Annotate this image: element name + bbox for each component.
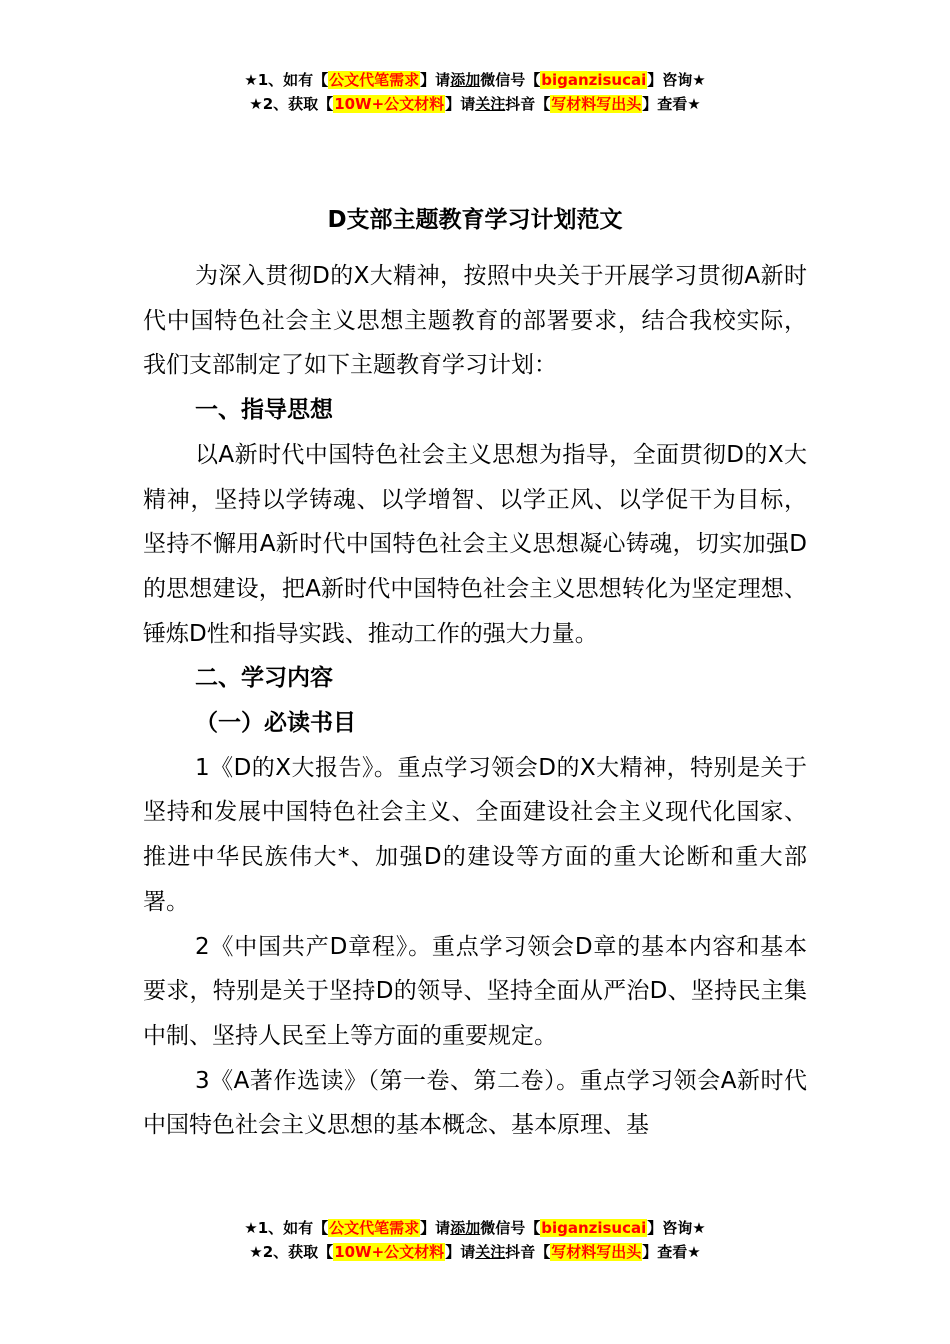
section-heading-content: 二、学习内容	[195, 665, 333, 692]
banner-underlined: 关注	[475, 1243, 506, 1261]
banner-text: ★1、如有【	[244, 1219, 329, 1237]
footer-banner	[0, 1216, 950, 1264]
banner-text: ★1、如有【	[244, 71, 329, 89]
banner-text: 】请	[420, 71, 451, 89]
banner-wechat-id: biganzisucai	[541, 1219, 647, 1237]
banner-text: 】查看★	[642, 1243, 701, 1261]
section-heading-guiding: 一、指导思想	[195, 397, 333, 424]
banner-line-2	[0, 92, 950, 116]
banner-highlight: 公文代笔需求	[329, 71, 420, 89]
banner-text: 抖音【	[505, 1243, 551, 1261]
banner-highlight: 10W+公文材料	[334, 1243, 445, 1261]
banner-douyin-id: 写材料写出头	[551, 1243, 642, 1261]
book-item-2: 2《中国共产D章程》。重点学习领会D章的基本内容和基本要求，特别是关于坚持D的领导、坚持全面从严治D、坚持民主集中制、坚持人民至上等方面的重要规定。	[143, 933, 807, 1049]
banner-text: ★2、获取【	[249, 1243, 334, 1261]
banner-text: 微信号【	[480, 1219, 541, 1237]
banner-underlined: 添加	[450, 71, 481, 89]
banner-wechat-id: biganzisucai	[541, 71, 647, 89]
book-item-3: 3《A著作选读》（第一卷、第二卷）。重点学习领会A新时代中国特色社会主义思想的基本概念、基本原理、基	[143, 1067, 807, 1139]
header-banner	[0, 68, 950, 116]
banner-text: 】请	[420, 1219, 451, 1237]
banner-line-1	[0, 68, 950, 92]
book-item-1: 1《D的X大报告》。重点学习领会D的X大精神，特别是关于坚持和发展中国特色社会主义、全面建设社会主义现代化国家、推进中华民族伟大*、加强D的建设等方面的重大论断和重大部署。	[143, 754, 807, 915]
banner-highlight: 公文代笔需求	[329, 1219, 420, 1237]
guiding-paragraph: 以A新时代中国特色社会主义思想为指导，全面贯彻D的X大精神，坚持以学铸魂、以学增智、以学正风、以学促干为目标，坚持不懈用A新时代中国特色社会主义思想凝心铸魂，切实加强D的思想建设，把A新时代中国特色社会主义思想转化为坚定理想、锤炼D性和指导实践、推动工作的强大力量。	[143, 441, 807, 647]
banner-line-1	[0, 1216, 950, 1240]
banner-text: 】咨询★	[647, 1219, 706, 1237]
intro-paragraph: 为深入贯彻D的X大精神，按照中央关于开展学习贯彻A新时代中国特色社会主义思想主题教育的部署要求，结合我校实际，我们支部制定了如下主题教育学习计划：	[143, 263, 807, 379]
banner-line-2	[0, 1240, 950, 1264]
banner-text: 】请	[445, 1243, 476, 1261]
banner-text: 微信号【	[480, 71, 541, 89]
document-body	[143, 254, 807, 1148]
banner-underlined: 关注	[475, 95, 506, 113]
banner-highlight: 10W+公文材料	[334, 95, 445, 113]
subsection-heading-books: （一）必读书目	[195, 710, 356, 737]
banner-text: 】请	[445, 95, 476, 113]
banner-text: 抖音【	[505, 95, 551, 113]
banner-text: 】咨询★	[647, 71, 706, 89]
banner-text: 】查看★	[642, 95, 701, 113]
banner-douyin-id: 写材料写出头	[551, 95, 642, 113]
banner-text: ★2、获取【	[249, 95, 334, 113]
banner-underlined: 添加	[450, 1219, 481, 1237]
document-title: D支部主题教育学习计划范文	[327, 207, 623, 233]
